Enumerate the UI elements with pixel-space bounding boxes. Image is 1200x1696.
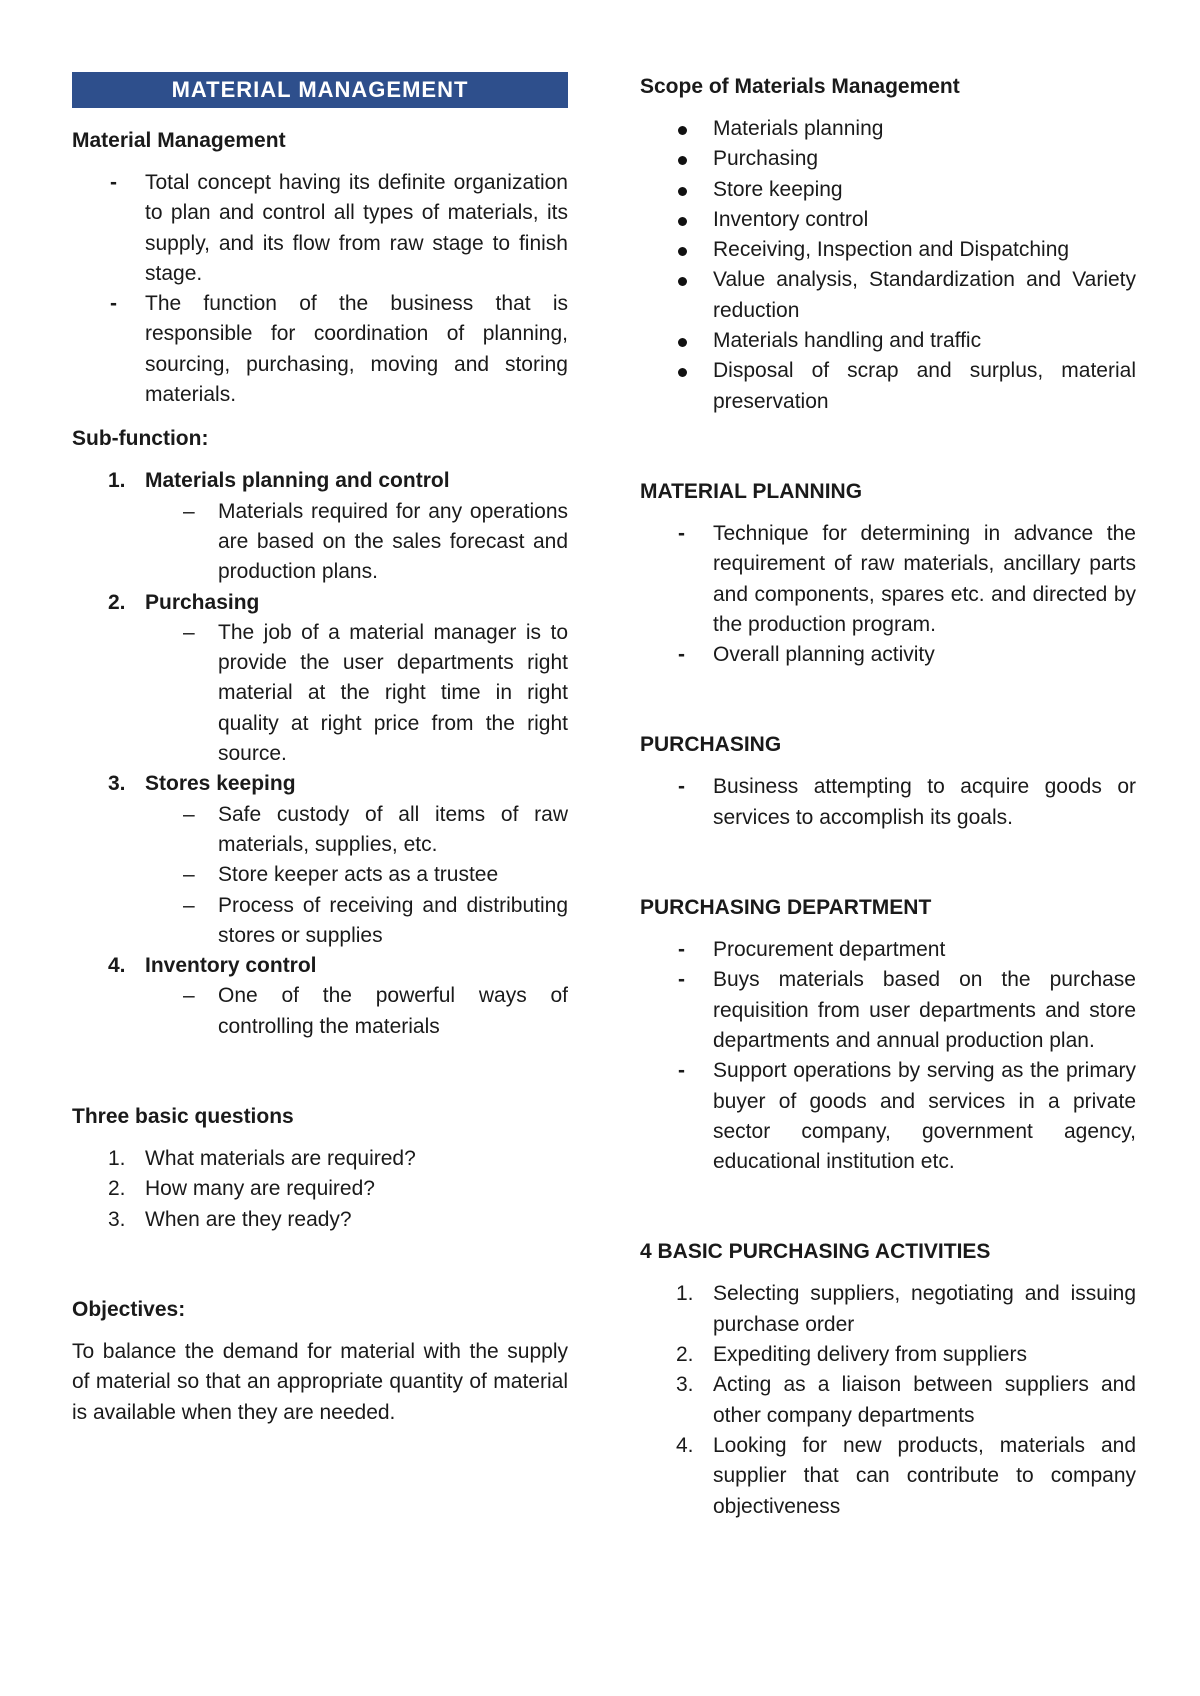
material-planning-list — [640, 519, 1136, 670]
list-item: - Technique for determining in advance the requirement of raw materials, ancillary parts and components, spares etc. and directed by the production program. — [678, 521, 1136, 636]
list-item: Purchasing — [640, 144, 1136, 174]
purchasing-department-list — [640, 935, 1136, 1177]
list-item: Disposal of scrap and surplus, material preservation — [640, 356, 1136, 417]
material-planning-heading: MATERIAL PLANNING — [640, 479, 863, 503]
purchasing-department-heading: PURCHASING DEPARTMENT — [640, 896, 932, 920]
list-item: Store keeping — [640, 175, 1136, 205]
sub-item: – The job of a material manager is to provide the user departments right material at the right time in right quality at right price from the right source. — [183, 620, 568, 766]
objectives-heading: Objectives: — [72, 1297, 186, 1321]
sub-item: – Process of receiving and distributing stores or supplies — [183, 893, 568, 947]
list-item: 1. What materials are required? — [108, 1147, 416, 1171]
three-questions-heading: Three basic questions — [72, 1105, 294, 1129]
material-management-heading: Material Management — [72, 129, 286, 152]
list-item: 3. Acting as a liaison between suppliers and other company departments — [676, 1373, 1136, 1427]
sub-item: – One of the powerful ways of controlling the materials — [183, 984, 568, 1038]
list-item: 2. How many are required? — [108, 1177, 375, 1201]
list-item: 1. Selecting suppliers, negotiating and issuing purchase order — [676, 1282, 1136, 1336]
list-item: 2. Expediting delivery from suppliers — [676, 1343, 1027, 1367]
left-column — [72, 72, 568, 1428]
list-item: - Support operations by serving as the primary buyer of goods and services in a private sector company, government agency, educational institution etc. — [678, 1059, 1136, 1174]
sub-function-heading: Sub-function: — [72, 427, 209, 451]
sub-function-item: 2. Purchasing – The job of a material manager is to provide the user departments right material at the right time in right quality at right price from the right source. — [72, 588, 568, 770]
list-item: - The function of the business that is responsible for coordination of planning, sourcing, purchasing, moving and storing materials. — [110, 292, 568, 407]
sub-function-item: 4. Inventory control – One of the powerful ways of controlling the materials — [72, 951, 568, 1042]
three-questions-list — [72, 1144, 568, 1235]
scope-list — [640, 114, 1136, 417]
sub-item: – Store keeper acts as a trustee — [183, 863, 499, 887]
list-item: - Procurement department — [678, 938, 946, 962]
list-item: Materials handling and traffic — [640, 326, 1136, 356]
list-item: 3. When are they ready? — [108, 1207, 352, 1231]
sub-function-list — [72, 466, 568, 1042]
material-management-list — [72, 168, 568, 410]
purchasing-heading: PURCHASING — [640, 733, 782, 757]
list-item: Materials planning — [640, 114, 1136, 144]
list-item: - Overall planning activity — [678, 643, 935, 667]
sub-function-item: 3. Stores keeping – Safe custody of all items of raw materials, supplies, etc. – Store keeper acts as a trustee – Process of receiving and distributing stores or supplies — [72, 769, 568, 951]
sub-item: – Safe custody of all items of raw materials, supplies, etc. — [183, 802, 568, 856]
sub-function-item: 1. Materials planning and control – Materials required for any operations are based on the sales forecast and production plans. — [72, 466, 568, 587]
list-item: - Buys materials based on the purchase requisition from user departments and store departments and annual production plan. — [678, 968, 1136, 1052]
basic-purchasing-activities-heading: 4 BASIC PURCHASING ACTIVITIES — [640, 1240, 991, 1264]
document-title: MATERIAL MANAGEMENT — [72, 72, 568, 108]
sub-item: – Materials required for any operations are based on the sales forecast and production plans. — [183, 499, 568, 584]
right-column — [640, 72, 1136, 1522]
basic-purchasing-activities-list — [640, 1279, 1136, 1521]
list-item: Inventory control — [640, 205, 1136, 235]
scope-heading: Scope of Materials Management — [640, 75, 960, 98]
objectives-text: To balance the demand for material with the supply of material so that an appropriate quantity of material is available when they are needed. — [72, 1339, 568, 1424]
list-item: Value analysis, Standardization and Variety reduction — [640, 265, 1136, 326]
purchasing-list — [640, 772, 1136, 833]
list-item: - Business attempting to acquire goods or services to accomplish its goals. — [678, 775, 1136, 829]
list-item: - Total concept having its definite organization to plan and control all types of materials, its supply, and its flow from raw stage to finish stage. — [110, 171, 568, 285]
list-item: 4. Looking for new products, materials and supplier that can contribute to company objectiveness — [676, 1433, 1136, 1518]
list-item: Receiving, Inspection and Dispatching — [640, 235, 1136, 265]
